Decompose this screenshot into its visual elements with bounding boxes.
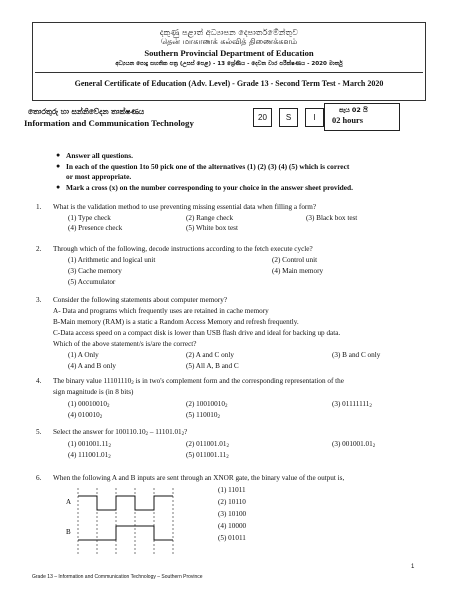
- option: (5) $011001.11_2$: [186, 451, 229, 460]
- header-sinhala-line1: දකුණු පළාත් අධ්‍යාපන දෙපාර්තමේන්තුව: [159, 27, 299, 37]
- question-number: 3.: [36, 296, 42, 304]
- bullet-icon: ●: [56, 162, 61, 170]
- header-tamil-line1: தென் மாகாணக் கல்வித் திணைக்களம்: [160, 37, 298, 46]
- page-footer: Grade 13 – Information and Communication Technology – Southern Province: [32, 574, 203, 580]
- question-text: Through which of the following, decode instructions according to the fetch execute cycle?: [53, 245, 313, 253]
- option: (3) Black box test: [306, 214, 358, 222]
- time-box: [324, 103, 400, 131]
- option: (1) A Only: [68, 351, 99, 359]
- signal-b-wave: [78, 526, 173, 540]
- subject-english: Information and Communication Technology: [24, 118, 194, 128]
- option: (2) 10110: [218, 498, 246, 506]
- option: (5) $110010_2$: [186, 411, 220, 420]
- header-box: [32, 22, 426, 101]
- option: (4) A and B only: [68, 362, 116, 370]
- option: (1) Type check: [68, 214, 111, 222]
- option: (4) $111001.01_2$: [68, 451, 111, 460]
- statement: B-Main memory (RAM) is a static a Random Access Memory and refresh frequently.: [53, 318, 299, 326]
- time-sinhala: පැය 02 යි: [339, 106, 368, 114]
- question-text: What is the validation method to use preventing missing essential data when filling a form?: [53, 203, 317, 211]
- option: (1) Arithmetic and logical unit: [68, 256, 156, 264]
- header-exam-title: General Certificate of Education (Adv. Level) - Grade 13 - Second Term Test - March 2020: [74, 79, 384, 88]
- question-text: Consider the following statements about computer memory?: [53, 296, 228, 304]
- option: (3) 10100: [218, 510, 247, 518]
- subject-code-box: I: [305, 108, 324, 127]
- option: (4) Presence check: [68, 224, 123, 232]
- option: (5) All A, B and C: [186, 362, 239, 370]
- question-text: sign magnitude is (in 8 bits): [53, 388, 134, 396]
- instruction: ● Mark a cross (x) on the number corresponding to your choice in the answer sheet provided.: [56, 183, 354, 192]
- statement: Which of the above statement/s is/are the correct?: [53, 340, 197, 348]
- time-english: 02 hours: [332, 116, 363, 125]
- question-number: 4.: [36, 377, 42, 385]
- signal-label-a: A: [66, 498, 72, 506]
- question-number: 2.: [36, 245, 42, 253]
- header-sinhala-line2: අධ්‍යයන පොදු සහතික පත්‍ර (උසස් පෙළ) - 13 ශ්‍රේණිය - දෙවන වාර පරීක්ෂණය - 2020 මාර්තු: [115, 61, 343, 67]
- instruction: ● Answer all questions.: [56, 151, 134, 160]
- option: (2) $011001.01_2$: [186, 440, 229, 449]
- option: (4) $010010_2$: [68, 411, 103, 420]
- statement: C-Data access speed on a compact disk is lower than USB flash drive and ideal for backing up data.: [53, 329, 341, 337]
- option: (3) Cache memory: [68, 267, 122, 275]
- option: (5) White box test: [186, 224, 238, 232]
- signal-a-wave: [78, 496, 173, 510]
- instruction: ● In each of the question 1to 50 pick one of the alternatives (1) (2) (3) (4) (5) which is correct: [56, 162, 350, 171]
- header-divider: [35, 72, 423, 73]
- option: (3) $001001.01_2$: [332, 440, 376, 449]
- question-number: 5.: [36, 428, 42, 436]
- option: (5) 01011: [218, 534, 246, 542]
- subject-sinhala: තොරතුරු හා සන්නිවේදන තාක්ෂණය: [28, 107, 145, 116]
- subject-code-box: S: [279, 108, 298, 127]
- option: (2) $10010010_2$: [186, 400, 228, 409]
- statement: A- Data and programs which frequently uses are retained in cache memory: [53, 307, 269, 315]
- option: (1) $00010010_2$: [68, 400, 110, 409]
- timing-gridlines: [78, 488, 173, 556]
- page-number: 1: [411, 564, 415, 570]
- option: (2) A and C only: [186, 351, 234, 359]
- question-text: When the following A and B inputs are sent through an XNOR gate, the binary value of the output is,: [53, 474, 345, 482]
- bullet-icon: ●: [56, 183, 61, 191]
- option: (1) $001001.11_2$: [68, 440, 111, 449]
- signal-label-b: B: [66, 528, 71, 536]
- option: (1) 11011: [218, 486, 246, 494]
- header-department: Southern Provincial Department of Education: [144, 48, 314, 58]
- timing-diagram: [60, 486, 200, 560]
- option: (2) Range check: [186, 214, 234, 222]
- option: (3) $01111111_2$: [332, 400, 372, 409]
- instruction: or most appropriate.: [66, 172, 132, 181]
- option: (2) Control unit: [272, 256, 318, 264]
- subject-code-box: 20: [253, 108, 272, 127]
- option: (4) 10000: [218, 522, 247, 530]
- option: (3) B and C only: [332, 351, 381, 359]
- option: (4) Main memory: [272, 267, 324, 275]
- question-number: 6.: [36, 474, 42, 482]
- question-text: The binary value $11101110_2$ is in two's complement form and the corresponding representation of the: [53, 377, 344, 386]
- question-text: Select the answer for $100110.10_2 - 11101.01_2$?: [53, 428, 188, 437]
- option: (5) Accumulator: [68, 278, 116, 286]
- bullet-icon: ●: [56, 151, 61, 159]
- question-number: 1.: [36, 203, 42, 211]
